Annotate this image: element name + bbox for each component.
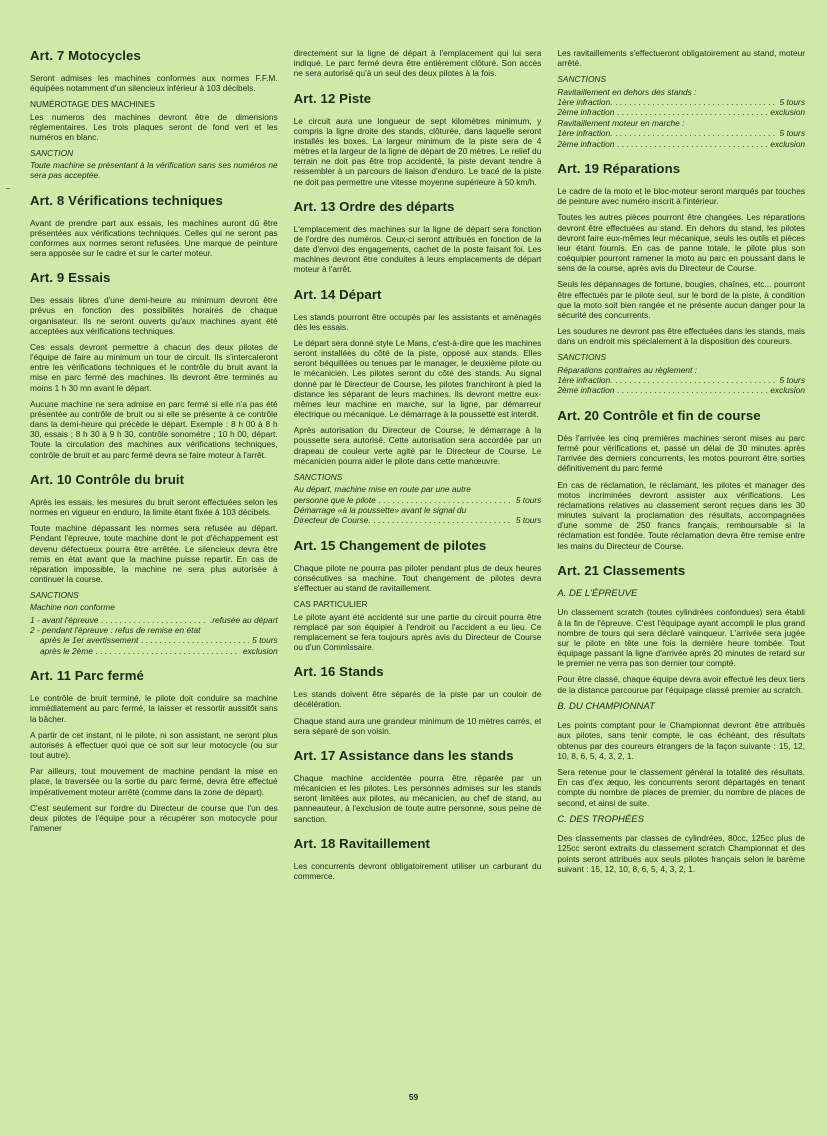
sanctions-title: SANCTIONS bbox=[30, 590, 79, 601]
sanction-value: 5 tours bbox=[515, 494, 542, 505]
article-section bbox=[30, 472, 278, 656]
sanction-label: 2 - pendant l'épreuve : refus de remise en état bbox=[30, 624, 201, 635]
sanction-row bbox=[557, 97, 805, 107]
sanction-label: Ravitaillement moteur en marche : bbox=[557, 117, 685, 128]
article-title: Art. 12 Piste bbox=[293, 90, 372, 106]
article-section bbox=[557, 408, 805, 551]
paragraph: Le circuit aura une longueur de sept kilomètres minimum, y compris la ligne droite des stands, clôturée, dans laquelle seront installés les boxes. La largeur minimum de la piste sera de 4 mètres et la largeur de la ligne de départ de 20 mètres. Le relief du terrain ne doit pas être trop accidenté, la piste devant tendre à ressembler à un parcours de liaison d'enduro. Le tracé de la piste ne doit pas permettre une vitesse moyenne supérieure à 50 km/h. bbox=[293, 115, 542, 187]
sanction-value: exclusion bbox=[242, 645, 278, 656]
sanction-leader bbox=[141, 635, 249, 645]
sanction-row bbox=[557, 118, 805, 128]
paragraph: A partir de cet instant, ni le pilote, ni son assistant, ne seront plus autorisés à effectuer quoi que ce soit sur leur motocycle (ou sur tout autre). bbox=[30, 729, 278, 761]
sanction-label: 1ère infraction. bbox=[557, 375, 613, 386]
paragraph: Les numeros des machines devront être de dimensions réglementaires. Les trois plaques seront de fond vert et les numéros en blanc. bbox=[30, 111, 278, 142]
sanction-leader bbox=[617, 107, 767, 117]
paragraph: Les soudures ne devront pas être effectuées dans les stands, mais dans un endroit mis spécialement à la disposition des coureurs. bbox=[557, 326, 806, 347]
sanctions-title: SANCTIONS bbox=[557, 74, 607, 85]
subsection-title: A. DE L'ÉPREUVE bbox=[557, 587, 638, 599]
article-section bbox=[294, 538, 542, 652]
sanction-leader bbox=[617, 385, 767, 395]
sanction-row bbox=[30, 635, 278, 645]
article-title: Art. 13 Ordre des départs bbox=[293, 198, 455, 214]
paragraph: Chaque stand aura une grandeur minimum de 10 mètres carrés, et sera séparé de son voisin. bbox=[293, 715, 542, 736]
article-section bbox=[30, 48, 278, 181]
article-title: Art. 17 Assistance dans les stands bbox=[293, 747, 514, 763]
paragraph: Les points comptant pour le Championnat devront être attribués aux pilotes, sans tenir compte, le cas échéant, des résultats obtenus par des coureurs étrangers de la façon suivante : 15, 12, 10, 8, 6, 5, 4, 3, 2, 1. bbox=[557, 720, 806, 761]
article-section bbox=[294, 48, 542, 79]
sanction-row bbox=[557, 128, 805, 138]
sanction-leader bbox=[616, 128, 777, 138]
paragraph: Sera retenue pour le classement général la totalité des résultats. En cas d'ex æquo, les concurrents seront départagés en tenant compte du nombre de places de premier, du nombre de places de second, et ainsi de suite. bbox=[557, 767, 806, 808]
paragraph: Des essais libres d'une demi-heure au minimum devront être prévus en fonction des possibilités horaires de chaque organisateur. Ils ne seront ouverts qu'aux machines ayant été acceptées aux vérifications techniques. bbox=[30, 295, 278, 336]
sanction-row bbox=[30, 625, 278, 635]
article-title: Art. 19 Réparations bbox=[557, 161, 681, 177]
paragraph: Après autorisation du Directeur de Course, le démarrage à la poussette sera autorisé. Cette autorisation sera accordée par un drapeau de couleur verte agité par le Directeur de Course. Le mécanicien pourra aider le pilote dans cette manœuvre. bbox=[293, 425, 542, 466]
sanction-row bbox=[30, 646, 278, 656]
article-section bbox=[557, 48, 805, 149]
paragraph: Les concurrents devront obligatoirement utiliser un carburant du commerce. bbox=[293, 860, 542, 881]
sanctions-list bbox=[30, 615, 278, 657]
article-title: Art. 10 Contrôle du bruit bbox=[30, 471, 185, 487]
sanction-leader bbox=[617, 139, 767, 149]
sanction-label: 2ème infraction bbox=[557, 138, 615, 149]
paragraph: L'emplacement des machines sur la ligne de départ sera fonction de l'ordre des numéros. Ceux-ci seront attribués en fonction de la date d'envoi des engagements, cachet de la poste faisant foi. Les machines devront être conduites à leurs emplacements de départ moteur à l'arrêt. bbox=[293, 223, 542, 275]
article-section bbox=[294, 664, 542, 736]
paragraph: Toute machine dépassant les normes sera refusée au départ. Pendant l'épreuve, toute machine dont le pot d'échappement est devenu défectueux pourra être arrêtée. Le silencieux devra être remis en état avant que la machine puisse repartir. En cas de réparation impossible, la machine ne sera plus autorisée à continuer la course. bbox=[30, 523, 278, 585]
column-3 bbox=[557, 48, 805, 1108]
paragraph: C'est seulement sur l'ordre du Directeur de course que l'un des deux pilotes de l'équipe pour a récupérer son motocycle pour l'amener bbox=[30, 802, 278, 834]
column-1 bbox=[30, 48, 278, 1108]
article-section bbox=[30, 668, 278, 833]
paragraph: Des classements par classes de cylindrées, 80cc, 125cc plus de 125cc seront extraits du classement scratch Championnat et des points seront attribués aux seuls pilotes français selon le barème suivant : 15, 12, 10, 8, 6, 5, 4, 3, 2, 1. bbox=[557, 833, 806, 874]
paragraph: Un classement scratch (toutes cylindrées confondues) sera établi à la fin de l'épreuve. C'est l'équipage ayant accompli le plus grand nombre de tours qui sera déclaré vainqueur. L'arrivée sera jugée sur le pilote en tête une fois la dernière heure tombée. Tout équipage passant la ligne d'arrivée après 20 minutes de retard sur le premier ne verra pas son dernier tour compté. bbox=[557, 607, 806, 669]
paragraph: Les stands doivent être séparés de la piste par un couloir de décélération. bbox=[293, 689, 542, 710]
sanction-label: Au départ, machine mise en route par une autre bbox=[293, 484, 471, 495]
article-title: Art. 8 Vérifications techniques bbox=[30, 192, 223, 208]
paragraph: Le contrôle de bruit terminé, le pilote doit conduire sa machine immédiatement au parc fermé, la laisser et ressortir aussitôt sans la bâcher. bbox=[30, 693, 278, 724]
article-title: Art. 7 Motocycles bbox=[30, 48, 141, 63]
sanction-value: .refusée au départ bbox=[209, 614, 278, 625]
article-section bbox=[30, 270, 278, 460]
article-title: Art. 15 Changement de pilotes bbox=[293, 537, 487, 553]
sanction-row bbox=[557, 385, 805, 395]
article-title: Art. 11 Parc fermé bbox=[30, 668, 144, 684]
sanctions-list bbox=[294, 484, 542, 526]
paragraph: Ces essais devront permettre à chacun des deux pilotes de l'équipe de faire au minimum un tour de circuit. Ils s'intercaleront entre les vérifications techniques et le contrôle du bruit avant la mise en parc fermé des machines. Ils devront être terminés au moins 1 h 30 mn avant le départ. bbox=[30, 341, 278, 393]
sanction-row bbox=[294, 495, 542, 505]
subheading: NUMÉROTAGE DES MACHINES bbox=[30, 99, 156, 110]
sanction-label: Ravitaillement en dehors des stands : bbox=[557, 86, 697, 97]
sanctions-title: SANCTIONS bbox=[557, 352, 607, 363]
article-title: Art. 21 Classements bbox=[557, 562, 686, 578]
article-title: Art. 9 Essais bbox=[30, 270, 111, 286]
sanction-leader bbox=[616, 97, 777, 107]
sanction-row bbox=[557, 107, 805, 117]
article-section bbox=[294, 287, 542, 526]
sanctions-title: SANCTIONS bbox=[293, 471, 343, 482]
paragraph: Pour être classé, chaque équipe devra avoir effectué les deux tiers de la distance parcourue par l'équipage classé premier au scratch. bbox=[557, 674, 806, 695]
paragraph: Seuls les dépannages de fortune, bougies, chaînes, etc... pourront être effectués par le pilote seul, sur le bord de la piste, à condition que la moto soit bien rangée et ne présente aucun danger pour la sécurité des concurrents. bbox=[557, 279, 806, 320]
sanction-value: 5 tours bbox=[779, 96, 806, 107]
sanction-leader bbox=[101, 615, 207, 625]
sanction-label: 2ème infraction bbox=[557, 385, 615, 396]
sanction-row bbox=[557, 375, 805, 385]
article-title: Art. 20 Contrôle et fin de course bbox=[557, 407, 761, 423]
article-title: Art. 16 Stands bbox=[293, 664, 384, 680]
sanction-row bbox=[30, 615, 278, 625]
subsection-title: B. DU CHAMPIONNAT bbox=[557, 700, 655, 712]
article-section bbox=[294, 836, 542, 881]
article-section bbox=[557, 161, 805, 396]
sanction-value: 5 tours bbox=[779, 128, 806, 139]
paragraph: Seront admises les machines conformes aux normes F.F.M. équipées notamment d'un silencieux inférieur à 103 décibels. bbox=[30, 73, 278, 94]
sanction-row bbox=[557, 365, 805, 375]
columns bbox=[30, 48, 805, 1108]
article-section bbox=[294, 748, 542, 824]
article-section bbox=[557, 563, 805, 874]
paragraph: En cas de réclamation, le réclamant, les pilotes et manager des motos incriminées devront assister aux vérifications. Les réclamations relatives au classement seront reçues dans les 30 minutes suivant la proclamation des résultats, accompagnées d'une somme de 250 francs français, remboursable si la réclamation est fondée. Toute réclamation devra être remise entre les mains du Directeur de Course. bbox=[557, 479, 806, 551]
paragraph: Après les essais, les mesures du bruit seront effectuées selon les normes en vigueur en enduro, la limite étant fixée à 103 décibels. bbox=[30, 496, 278, 517]
sanction-leader bbox=[374, 515, 513, 525]
margin-mark bbox=[6, 188, 10, 189]
paragraph: Les ravitaillements s'effectueront obligatoirement au stand, moteur arrêté. bbox=[557, 48, 806, 69]
sanction-text: Toute machine se présentant à la vérification sans ses numéros ne sera pas acceptée. bbox=[30, 160, 278, 181]
paragraph: Le pilote ayant été accidenté sur une partie du circuit pourra être remplacé par son équipier à l'endroit ou l'accident a eu lieu. Ce remplacement se fera toujours après avis du Directeur de Course ou d'un Commissaire. bbox=[293, 611, 542, 653]
sanction-row bbox=[294, 505, 542, 515]
paragraph: Aucune machine ne sera admise en parc fermé si elle n'a pas été présentée au contrôle de bruit ou si elle se présente à ce contrôle dans la demi-heure qui précède le départ. Exemple : 8 h 00 à 8 h 30, essais ; 8 h 30 à 9 h 30, contrôle sonométre ; 10 h 00, départ. Toute la circulation des machines aux vérifications techniques, contrôle de bruit et au parc fermé devra se faire moteur à l'arrêt. bbox=[30, 398, 278, 460]
paragraph: Le cadre de la moto et le bloc-moteur seront marqués par touches de peinture avec numéro inscrit à l'intérieur. bbox=[557, 186, 806, 207]
sanctions-intro: Machine non conforme bbox=[30, 602, 115, 613]
paragraph: Toutes les autres pièces pourront être changées. Les réparations devront être effectuées au stand. En dehors du stand, les pilotes devront faire eux-mêmes leur mécanique, seuls les outils et pièces leur étant fournis. En cas de panne totale, le pilote plus son coéquipier pourront ramener la moto au parc en poussant dans le sens de la course, après avis du Directeur de Course. bbox=[557, 212, 806, 274]
sanction-label: 1ère infraction. bbox=[557, 128, 613, 139]
sanction-value: exclusion bbox=[770, 107, 806, 118]
sanction-label: après le 2ème bbox=[40, 645, 93, 656]
sanction-label: personne que le pilote bbox=[293, 494, 376, 505]
sanction-value: 5 tours bbox=[515, 515, 542, 526]
paragraph: Chaque machine accidentée pourra être réparée par un mécanicien et les pilotes. Les personnes admises sur les stands seront limitées aux pilotes, au mécanicien, au chef de stand, au panneauteur, à l'exclusion de toute autre personne, sous peine de sanction. bbox=[293, 772, 542, 824]
article-section bbox=[294, 91, 542, 187]
sanction-label: 2ème infraction bbox=[557, 107, 615, 118]
article-section bbox=[30, 193, 278, 259]
paragraph: Par ailleurs, tout mouvement de machine pendant la mise en place, la traversée ou la sortie du parc fermé, devra être effectué impérativement moteur arrêté (comme dans la zone de départ). bbox=[30, 766, 278, 797]
article-title: Art. 18 Ravitaillement bbox=[293, 835, 430, 851]
sanction-title: SANCTION bbox=[30, 148, 74, 159]
sanction-label: Démarrage «à la poussette» avant le signal du bbox=[293, 505, 467, 515]
column-2 bbox=[294, 48, 542, 1108]
sanction-label: après le 1er avertissement bbox=[40, 635, 139, 646]
paragraph: Avant de prendre part aux essais, les machines auront dû être présentées aux vérifications techniques. Celles qui ne seront pas conformes aux normes seront refusées. Une marque de peinture sera apposée sur le cadre et sur le carter moteur. bbox=[30, 217, 278, 259]
article-title: Art. 14 Départ bbox=[293, 286, 382, 302]
page-number: 59 bbox=[408, 1092, 419, 1102]
sanction-value: exclusion bbox=[770, 385, 806, 396]
sanction-row bbox=[557, 87, 805, 97]
sanction-label: 1 - avant l'épreuve bbox=[30, 614, 99, 625]
sanction-label: Directeur de Course. bbox=[293, 515, 371, 526]
sanction-value: 5 tours bbox=[779, 375, 806, 386]
sanction-leader bbox=[96, 646, 240, 656]
sanction-label: Réparations contraires au règlement : bbox=[557, 364, 697, 375]
sanction-value: 5 tours bbox=[252, 635, 278, 646]
sanction-value: exclusion bbox=[770, 138, 806, 149]
sanction-row bbox=[557, 139, 805, 149]
subheading: CAS PARTICULIER bbox=[293, 599, 368, 610]
sanction-row bbox=[294, 515, 542, 525]
sanction-leader bbox=[379, 495, 513, 505]
sanction-label: 1ère infraction. bbox=[557, 96, 613, 107]
paragraph: directement sur la ligne de départ à l'emplacement qui lui sera indiqué. Le parc fermé devra être entièrement clôturé. Son accès ne sera autorisé qu'à un seul des deux pilotes à la fois. bbox=[293, 48, 542, 79]
sanction-row bbox=[294, 484, 542, 494]
sanctions-list bbox=[557, 365, 805, 396]
sanction-leader bbox=[616, 375, 777, 385]
sanctions-list bbox=[557, 87, 805, 150]
paragraph: Dès l'arrivée les cinq premières machines seront mises au parc fermé pour vérifications et, passé un délai de 30 minutes après l'arrivée des derniers concurrents, les motos pourront être sorties définitivement du parc fermé bbox=[557, 432, 806, 474]
article-section bbox=[294, 199, 542, 275]
subsection-title: C. DES TROPHÉES bbox=[557, 813, 644, 825]
paragraph: Chaque pilote ne pourra pas piloter pendant plus de deux heures consécutives sa machine. Tout changement de pilotes devra s'effectuer au stand de ravitaillement. bbox=[293, 562, 542, 594]
paragraph: Les stands pourront être occupés par les assistants et aménagés dès les essais. bbox=[293, 311, 542, 332]
paragraph: Le départ sera donné style Le Mans, c'est-à-dire que les machines seront installées du côté de la piste, opposé aux stands. Elles seront béquillées ou tenues par le manager, le deuxième pilote ou le mécanicien. Les pilotes seront du côté des stands. Au signal donné par le Directeur de Course, les pilotes franchiront à pied la distance les séparant de leurs machines. Ils devront mettre eux-mêmes leur machine en marche, sur la ligne, par démarreur électrique ou mécanique. Le démarrage à la poussette est interdit. bbox=[293, 337, 542, 420]
